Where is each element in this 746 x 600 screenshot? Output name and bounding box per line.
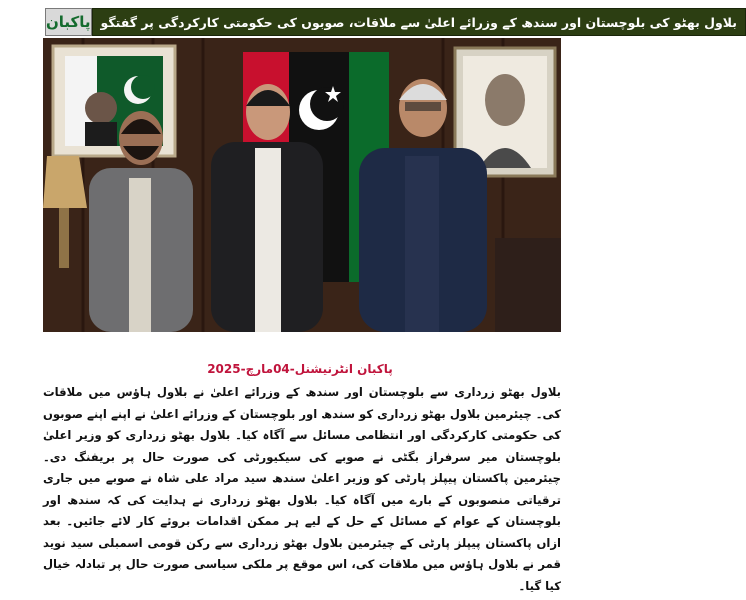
article-body xyxy=(43,382,561,597)
headline-title: بلاول بھٹو کی بلوچستان اور سندھ کے وزرائے اعلیٰ سے ملاقات، صوبوں کی حکومتی کارکردگی پر گفتگو xyxy=(92,8,746,36)
article-paragraph: بلاول بھٹو زرداری سے بلوچستان اور سندھ کے وزرائے اعلیٰ نے بلاول ہاؤس میں ملاقات کی۔ چیئرمین بلاول بھٹو زرداری کو سندھ اور بلوچستان کے وزرائے اعلیٰ نے اپنے اپنے صوبوں کی حکومتی کارکردگی اور انتظامی مسائل سے آگاہ کیا۔ بلاول بھٹو زرداری کو وزیر اعلیٰ بلوچستان میر سرفراز بگٹی نے صوبے کی سیکیورٹی کی صورت حال پر بریفنگ دی۔ چیئرمین پاکستان پیپلز پارٹی کو وزیر اعلیٰ سندھ سید مراد علی شاہ نے صوبے میں جاری ترقیاتی منصوبوں کے بارے میں آگاہ کیا۔ بلاول بھٹو زرداری نے ہدایت کی کہ سندھ اور بلوچستان کے عوام کے مسائل کے حل کے لیے ہر ممکن اقدامات بروئے کار لائے جائیں۔ بعد ازاں پاکستان پیپلز پارٹی کے چیئرمین بلاول بھٹو زرداری سے رکن قومی اسمبلی سید نوید قمر نے بلاول ہاؤس میں ملاقات کی، اس موقع پر ملکی سیاسی صورت حال پر تبادلہ خیال کیا گیا۔ xyxy=(43,385,561,593)
byline: پاکبان انٹرنیشنل-04مارچ-2025 xyxy=(207,362,393,376)
brand-logo: پاکبان xyxy=(45,8,92,36)
news-photo xyxy=(43,38,561,332)
photo-illustration xyxy=(43,38,561,332)
chair xyxy=(495,238,561,332)
headline-bar xyxy=(43,8,737,36)
